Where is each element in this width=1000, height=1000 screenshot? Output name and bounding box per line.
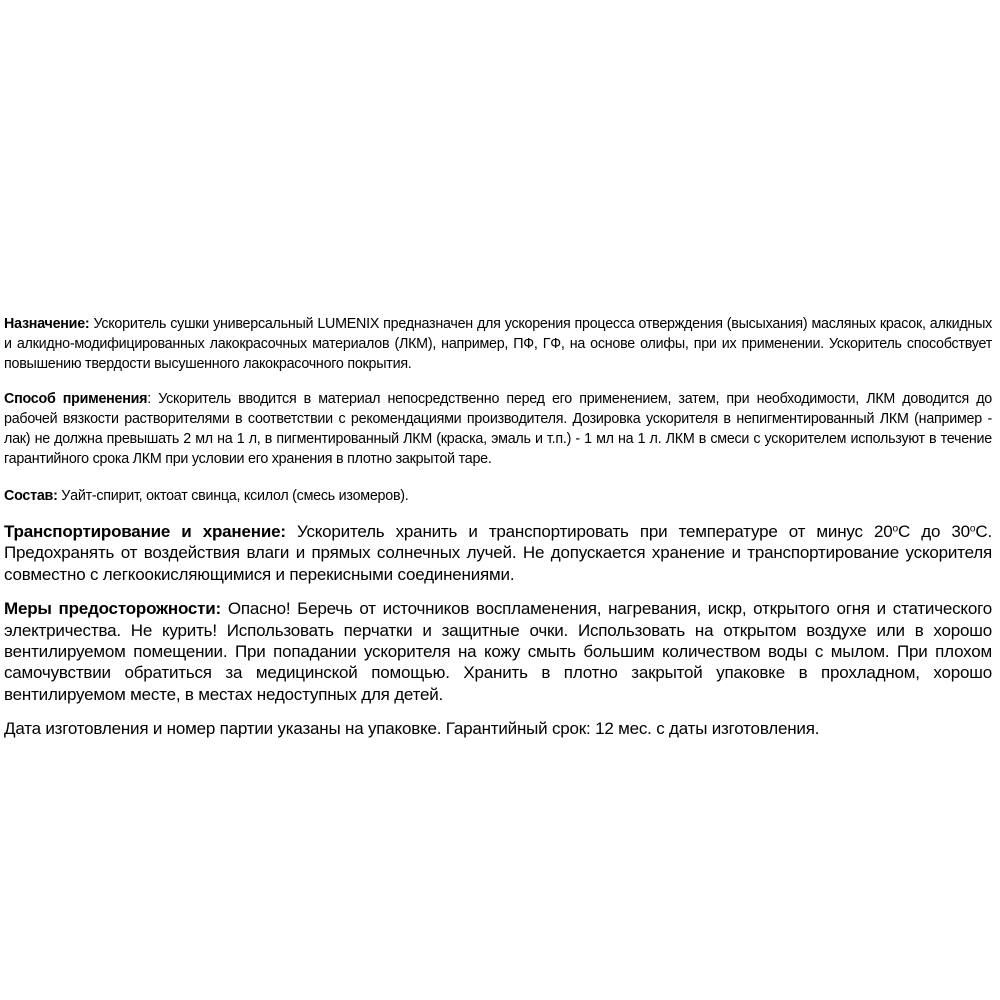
precautions-label: Меры предосторожности: bbox=[4, 599, 222, 619]
degree-superscript: о bbox=[892, 523, 898, 535]
precautions-text: Опасно! Беречь от источников воспламенения, нагревания, искр, открытого огня и статического электричества. Не курить! Использовать перчатки и защитные очки. Использовать на открытом воздухе или в хорошо вентилируемом помещении. При попадании ускорителя на кожу смыть большим количеством воды с мылом. При плохом самочувствии обратиться за медицинской помощью. Хранить в плотно закрытой упаковке в прохладном, хорошо вентилируемом месте, в местах недоступных для детей. bbox=[4, 599, 992, 704]
transport-text-c: С. Предохранять от воздействия влаги и прямых солнечных лучей. Не допускается хранение и транспортирование ускорителя совместно с легкоокисляющимися и перекисными соединениями. bbox=[4, 522, 992, 584]
composition-label: Состав: bbox=[4, 488, 58, 504]
degree-superscript: о bbox=[969, 523, 976, 535]
composition-text: Уайт-спирит, октоат свинца, ксилол (смесь изомеров). bbox=[57, 488, 409, 504]
method-label: Способ применения bbox=[4, 391, 148, 407]
purpose-label: Назначение: bbox=[4, 316, 90, 332]
method-paragraph bbox=[4, 389, 992, 469]
footer-paragraph bbox=[4, 718, 992, 739]
precautions-paragraph bbox=[4, 598, 992, 705]
transport-label: Транспортирование и хранение: bbox=[4, 522, 286, 541]
method-text: : Ускоритель вводится в материал непосредственно перед его применением, затем, при необходимости, ЛКМ доводится до рабочей вязкости растворителями в соответствии с рекомендациями производителя. Дозировка ускорителя в непигментированный ЛКМ (например - лак) не должна превышать 2 мл на 1 л, в пигментированный ЛКМ (краска, эмаль и т.п.) - 1 мл на 1 л. ЛКМ в смеси с ускорителем используют в течение гарантийного срока ЛКМ при условии его хранения в плотно закрытой таре. bbox=[4, 391, 993, 467]
transport-text-b: С до 30 bbox=[897, 522, 970, 541]
composition-paragraph bbox=[4, 486, 992, 506]
purpose-paragraph bbox=[4, 314, 992, 374]
transport-paragraph bbox=[4, 521, 992, 585]
purpose-text: Ускоритель сушки универсальный LUMENIX предназначен для ускорения процесса отверждения (высыхания) масляных красок, алкидных и алкидно-модифицированных лакокрасочных материалов (ЛКМ), например, ПФ, ГФ, на основе олифы, при их применении. Ускоритель способствует повышению твердости высушенного лакокрасочного покрытия. bbox=[4, 316, 992, 372]
document-body bbox=[4, 314, 992, 740]
footer-text: Дата изготовления и номер партии указаны на упаковке. Гарантийный срок: 12 мес. с даты изготовления. bbox=[4, 719, 820, 739]
transport-text-a: Ускоритель хранить и транспортировать при температуре от минус 20 bbox=[285, 522, 893, 541]
